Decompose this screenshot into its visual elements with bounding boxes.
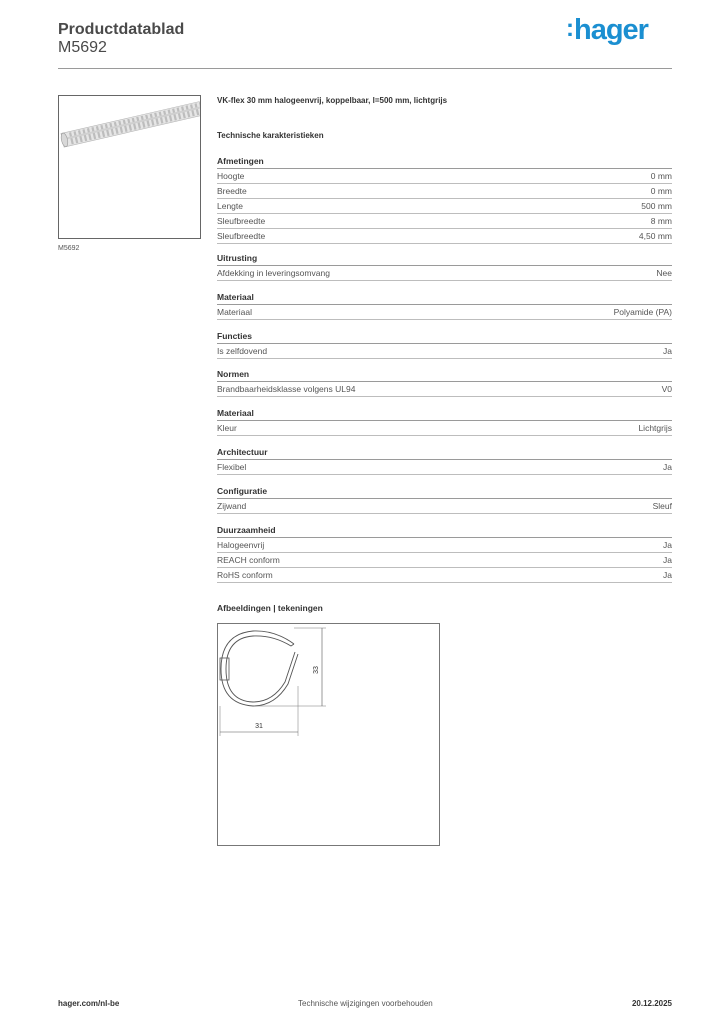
spec-value: V0	[661, 384, 672, 394]
spec-section-title: Duurzaamheid	[217, 524, 672, 538]
spec-label: Sleufbreedte	[217, 231, 266, 241]
spec-section-title: Configuratie	[217, 485, 672, 499]
technical-drawing	[217, 623, 440, 846]
page-title: Productdatablad	[58, 21, 185, 38]
spec-section	[217, 252, 672, 281]
spec-section	[217, 368, 672, 397]
spec-value: 0 mm	[650, 186, 672, 196]
spec-row	[217, 305, 672, 320]
spec-value: Ja	[663, 462, 672, 472]
product-image	[58, 95, 201, 239]
spec-value: 500 mm	[641, 201, 672, 211]
spec-row	[217, 382, 672, 397]
spec-value: Ja	[663, 570, 672, 580]
logo-text: hager	[574, 14, 648, 46]
spec-value: Ja	[663, 540, 672, 550]
duct-profile	[221, 631, 298, 706]
spec-section	[217, 446, 672, 475]
height-dimension-label: 33	[313, 666, 320, 674]
spec-row	[217, 199, 672, 214]
spec-row	[217, 266, 672, 281]
spec-value: 8 mm	[650, 216, 672, 226]
spec-value: Sleuf	[652, 501, 672, 511]
spec-row	[217, 499, 672, 514]
spec-label: Halogeenvrij	[217, 540, 265, 550]
footer-date: 20.12.2025	[631, 999, 672, 1008]
spec-section	[217, 407, 672, 436]
spec-label: Sleufbreedte	[217, 216, 266, 226]
spec-value: Ja	[663, 346, 672, 356]
spec-value: 4,50 mm	[638, 231, 672, 241]
spec-label: Zijwand	[217, 501, 247, 511]
footer-website[interactable]: hager.com/nl-be	[58, 999, 120, 1008]
spec-row	[217, 553, 672, 568]
spec-label: Is zelfdovend	[217, 346, 268, 356]
spec-section-title: Materiaal	[217, 407, 672, 421]
spec-row	[217, 344, 672, 359]
cable-duct-photo	[59, 96, 200, 238]
spec-section	[217, 155, 672, 244]
spec-label: RoHS conform	[217, 570, 273, 580]
spec-label: REACH conform	[217, 555, 280, 565]
spec-value: Polyamide (PA)	[613, 307, 672, 317]
spec-label: Flexibel	[217, 462, 247, 472]
spec-label: Materiaal	[217, 307, 252, 317]
logo-dots: :	[566, 15, 573, 42]
spec-section	[217, 524, 672, 583]
footer-notice: Technische wijzigingen voorbehouden	[298, 999, 433, 1008]
spec-label: Kleur	[217, 423, 237, 433]
spec-label: Lengte	[217, 201, 243, 211]
spec-value: Lichtgrijs	[638, 423, 672, 433]
spec-row	[217, 460, 672, 475]
figures-heading: Afbeeldingen | tekeningen	[217, 603, 323, 613]
spec-section	[217, 291, 672, 320]
spec-row	[217, 538, 672, 553]
product-description: VK-flex 30 mm halogeenvrij, koppelbaar, l=500 mm, lichtgrijs	[217, 96, 448, 105]
spec-row	[217, 184, 672, 199]
spec-label: Hoogte	[217, 171, 245, 181]
spec-label: Afdekking in leveringsomvang	[217, 268, 330, 278]
spec-value: 0 mm	[650, 171, 672, 181]
spec-row	[217, 169, 672, 184]
width-dimension-label: 31	[255, 723, 263, 730]
spec-section-title: Materiaal	[217, 291, 672, 305]
spec-section-title: Uitrusting	[217, 252, 672, 266]
spec-section-title: Architectuur	[217, 446, 672, 460]
spec-label: Breedte	[217, 186, 247, 196]
spec-section-title: Afmetingen	[217, 155, 672, 169]
spec-label: Brandbaarheidsklasse volgens UL94	[217, 384, 356, 394]
dimension-drawing	[218, 624, 439, 845]
spec-section	[217, 330, 672, 359]
spec-row	[217, 229, 672, 244]
header-divider	[58, 68, 672, 69]
spec-row	[217, 214, 672, 229]
spec-value: Nee	[656, 268, 672, 278]
spec-row	[217, 568, 672, 583]
hager-logo	[566, 14, 648, 47]
spec-value: Ja	[663, 555, 672, 565]
product-image-caption: M5692	[58, 245, 80, 252]
tech-heading: Technische karakteristieken	[217, 131, 324, 140]
spec-section-title: Functies	[217, 330, 672, 344]
spec-section	[217, 485, 672, 514]
spec-row	[217, 421, 672, 436]
product-code: M5692	[58, 39, 107, 56]
spec-section-title: Normen	[217, 368, 672, 382]
